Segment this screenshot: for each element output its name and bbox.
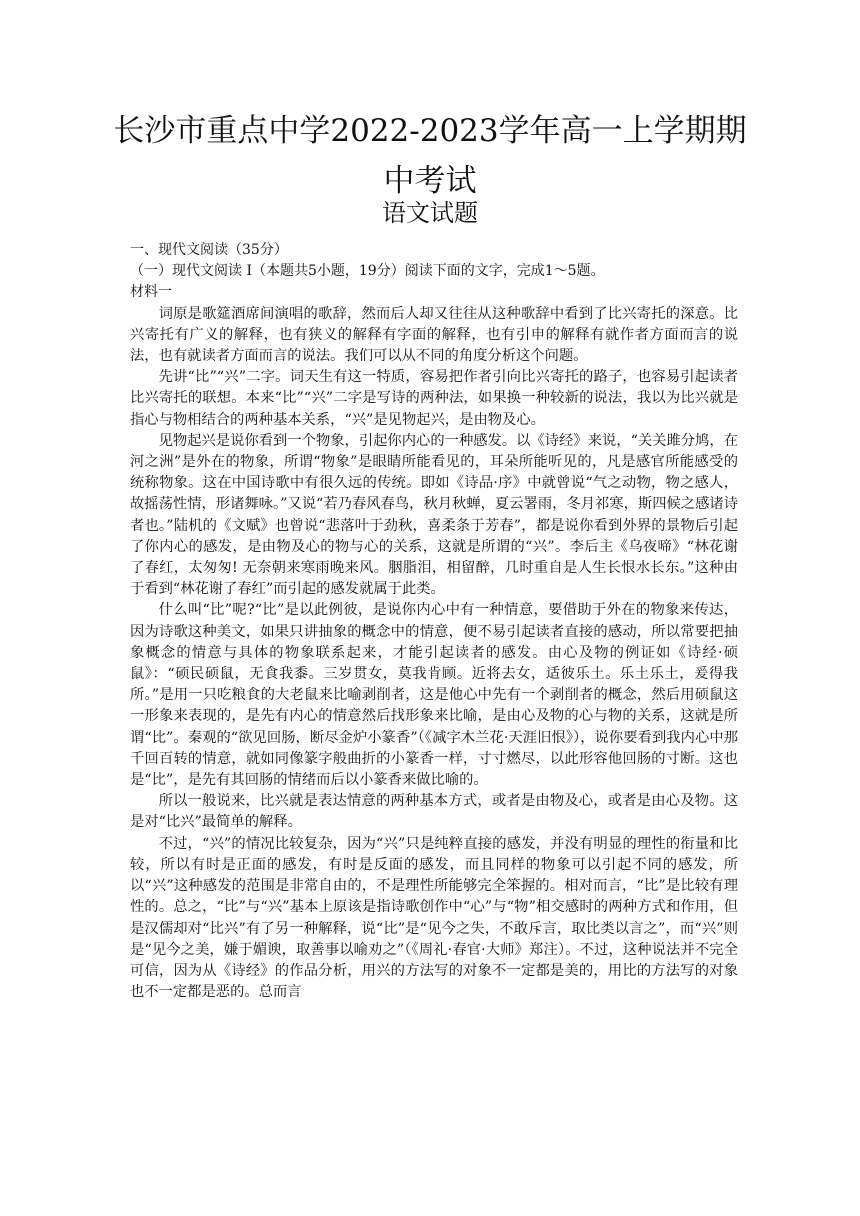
document-subtitle: 语文试题 (382, 199, 478, 227)
paragraph: 什么叫“比”呢?“比”是以此例彼，是说你内心中有一种情意，要借助于外在的物象来传达，因为诗歌这种美文，如果只讲抽象的概念中的情意，便不易引起读者直接的感动，所以常要把抽象概念的情意与具体的物象联系起来，才能引起读者的感发。由心及物的例证如《诗经·硕鼠》：“硕民硕鼠，无食我黍。三岁贯女，莫我肯顾。近将去女，适彼乐土。乐土乐土，爰得我所。”是用一只吃粮食的大老鼠来比喻剥削者，这是他心中先有一个剥削者的概念，然后用硕鼠这一形象来表现的，是先有内心的情意然后找形象来比喻，是由心及物的心与物的关系，这就是所谓“比”。秦观的“欲见回肠，断尽金炉小篆香”（《减字木兰花·天涯旧恨》），说你要看到我内心中那千回百转的情意，就如同像篆字般曲折的小篆香一样，寸寸燃尽，以此形容他回肠的寸断。这也是“比”，是先有其回肠的情绪而后以小篆香来做比喻的。 (130, 602, 738, 789)
paragraph: 见物起兴是说你看到一个物象，引起你内心的一种感发。以《诗经》来说，“关关雎分鸠，在河之洲”是外在的物象，所谓“物象”是眼睛所能看见的，耳朵所能听见的，凡是感官所能感受的统称物象。这在中国诗歌中有很久远的传统。即如《诗品·序》中就曾说“气之动物，物之感人，故摇荡性情，形诸舞咏。”又说“若乃春风春鸟，秋月秋蝉，夏云署雨，冬月祁寒，斯四候之感诸诗者也。”陆机的《文赋》也曾说“悲落叶于劲秋，喜柔条于芳春”，都是说你看到外界的景物后引起了你内心的感发，是由物及心的物与心的关系，这就是所谓的“兴”。李后主《乌夜啼》“林花谢了春红，太匆匆! 无奈朝来寒雨晚来风。胭脂泪，相留醉，几时重自是人生长恨水长东。”这种由于看到“林花谢了春红”而引起的感发就属于此类。 (130, 432, 738, 598)
document-body (130, 240, 738, 1003)
sub-heading: （一）现代文阅读 I（本题共5小题，19分）阅读下面的文字，完成1～5题。 (130, 263, 605, 280)
paragraph: 词原是歌筵酒席间演唱的歌辞，然而后人却又往往从这种歌辞中看到了比兴寄托的深意。比兴寄托有广义的解释，也有狭义的解释有字面的解释，也有引申的解释有就作者方面而言的说法，也有就读者方面而言的说法。我们可以从不同的角度分析这个问题。 (130, 305, 738, 365)
material-label: 材料一 (130, 284, 172, 301)
document-title: 长沙市重点中学2022-2023学年高一上学期期中考试 (113, 113, 747, 199)
paragraph: 不过，“兴”的情况比较复杂，因为“兴”只是纯粹直接的感发，并没有明显的理性的衔量和比较，所以有时是正面的感发，有时是反面的感发，而且同样的物象可以引起不同的感发，所以“兴”这种感发的范围是非常自由的，不是理性所能够完全笨握的。相对而言，“比”是比较有理性的。总之，“比”与“兴”基本上原该是指诗歌创作中“心”与“物”相交感时的两种方式和作用，但是汉儒却对“比兴”有了另一种解释，说“比”是“见今之失，不敢斥言，取比类以言之”，而“兴”则是“见今之美，嫌于媚谀，取善事以喻劝之”（《周礼·春官·大师》郑注）。不过，这种说法并不完全可信，因为从《诗经》的作品分析，用兴的方法写的对象不一定都是美的，用比的方法写的对象也不一定都是恶的。总而言 (130, 835, 738, 1001)
paragraph: 先讲“比”“兴”二字。词天生有这一特质，容易把作者引向比兴寄托的路子，也容易引起读者比兴寄托的联想。本来“比”“兴”二字是写诗的两种法，如果换一种较新的说法，我以为比兴就是指心与物相结合的两种基本关系，“兴”是见物起兴，是由物及心。 (130, 369, 738, 428)
paragraph: 所以一般说来，比兴就是表达情意的两种基本方式，或者是由物及心，或者是由心及物。这是对“比兴”最简单的解释。 (130, 793, 738, 831)
section-heading: 一、现代文阅读（35分） (130, 242, 288, 258)
